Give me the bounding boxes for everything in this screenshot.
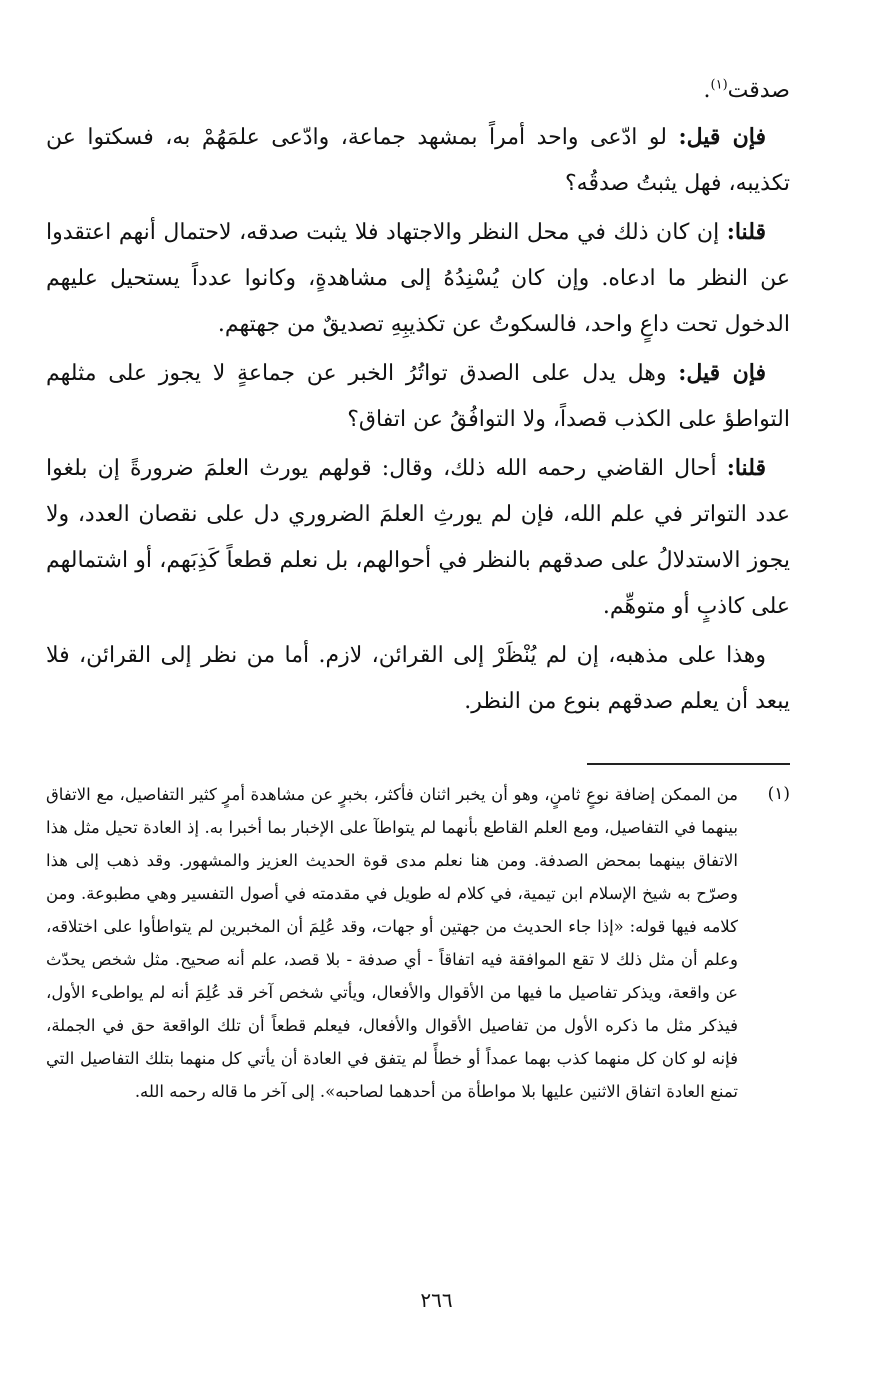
main-text bbox=[46, 68, 790, 727]
paragraph bbox=[46, 114, 790, 207]
paragraph-lead: فإن قيل: bbox=[678, 360, 766, 386]
paragraph-text: لو ادّعى واحد أمراً بمشهد جماعة، وادّعى علمَهُمْ به، فسكتوا عن تكذيبه، فهل يثبتُ صدقُه؟ bbox=[46, 125, 790, 196]
footnote-reference[interactable]: (١) bbox=[710, 77, 728, 93]
paragraph-text: وهذا على مذهبه، إن لم يُنْظَرْ إلى القرائن، لازم. أما من نظر إلى القرائن، فلا يبعد أن يعلم صدقهم بنوع من النظر. bbox=[46, 643, 790, 714]
footnote bbox=[46, 778, 790, 1108]
paragraph-text: وهل يدل على الصدق تواتُرُ الخبر عن جماعةٍ لا يجوز على مثلهم التواطؤ على الكذب قصداً، ولا التوافُقُ عن اتفاق؟ bbox=[46, 361, 790, 432]
continuation-line bbox=[46, 68, 790, 114]
continuation-end: . bbox=[703, 78, 711, 103]
paragraph-lead: قلنا: bbox=[726, 219, 766, 245]
continuation-text: صدقت bbox=[727, 78, 790, 103]
paragraph bbox=[46, 350, 790, 443]
paragraph-lead: فإن قيل: bbox=[678, 124, 766, 150]
paragraph bbox=[46, 632, 790, 725]
paragraph-text: أحال القاضي رحمه الله ذلك، وقال: قولهم يورث العلمَ ضرورةً إن بلغوا عدد التواتر في علم الله، فإن لم يورثِ العلمَ الضروري دل على نقصان العدد، ولا يجوز الاستدلالُ على صدقهم بالنظر في أحوالهم، بل نعلم قطعاً كَذِبَهم، أو اشتمالهم على كاذبٍ أو متوهِّم. bbox=[46, 456, 790, 619]
footnote-separator bbox=[587, 763, 790, 765]
footnote-text: من الممكن إضافة نوعٍ ثامنٍ، وهو أن يخبر اثنان فأكثر، بخبرٍ عن مشاهدة أمرٍ كثير التفاصيل، مع الاتفاق بينهما في التفاصيل، ومع العلم القاطع بأنهما لم يتواطآ على الإخبار بما أخبرا به. إذ العادة تحيل مثل هذا الاتفاق بينهما بمحض الصدفة. ومن هنا نعلم مدى قوة الحديث العزيز والمشهور. وقد ذهب إلى هذا وصرّح به شيخ الإسلام ابن تيمية، في كلام له طويل في مقدمته في أصول التفسير وهي مطبوعة. ومن كلامه فيها قوله: «إذا جاء الحديث من جهتين أو جهات، وقد عُلِمَ أن المخبرين لم يتواطأوا على اختلاقه، وعلم أن مثل ذلك لا تقع الموافقة فيه اتفاقاً - أي صدفة - بلا قصد، علم أنه صحيح. مثل شخص يحدّث عن واقعة، ويذكر تفاصيل ما فيها من الأقوال والأفعال، ويأتي شخص آخر قد عُلِمَ أنه لم يواطىء الأول، فيذكر مثل ما ذكره الأول من تفاصيل الأقوال والأفعال، فيعلم قطعاً أن تلك الواقعة حق في الجملة، فإنه لو كان كل منهما كذب بهما عمداً أو خطأً لم يتفق في العادة أن يأتي كل منهما بتلك التفاصيل التي تمنع العادة اتفاق الاثنين عليها بلا مواطأة من أحدهما لصاحبه». إلى آخر ما قاله رحمه الله. bbox=[46, 785, 738, 1101]
paragraph bbox=[46, 209, 790, 348]
paragraph bbox=[46, 445, 790, 630]
footnotes bbox=[46, 778, 790, 1108]
page-number: ٢٦٦ bbox=[420, 1288, 453, 1312]
paragraph-lead: قلنا: bbox=[726, 455, 766, 481]
paragraph-text: إن كان ذلك في محل النظر والاجتهاد فلا يثبت صدقه، لاحتمال أنهم اعتقدوا عن النظر ما ادعاه. وإن كان يُسْنِدُهُ إلى مشاهدةٍ، وكانوا عدداً يستحيل عليهم الدخول تحت داعٍ واحد، فالسكوتُ عن تكذيبِهِ تصديقٌ من جهتهم. bbox=[46, 220, 790, 337]
footnote-number: (١) bbox=[767, 784, 790, 804]
